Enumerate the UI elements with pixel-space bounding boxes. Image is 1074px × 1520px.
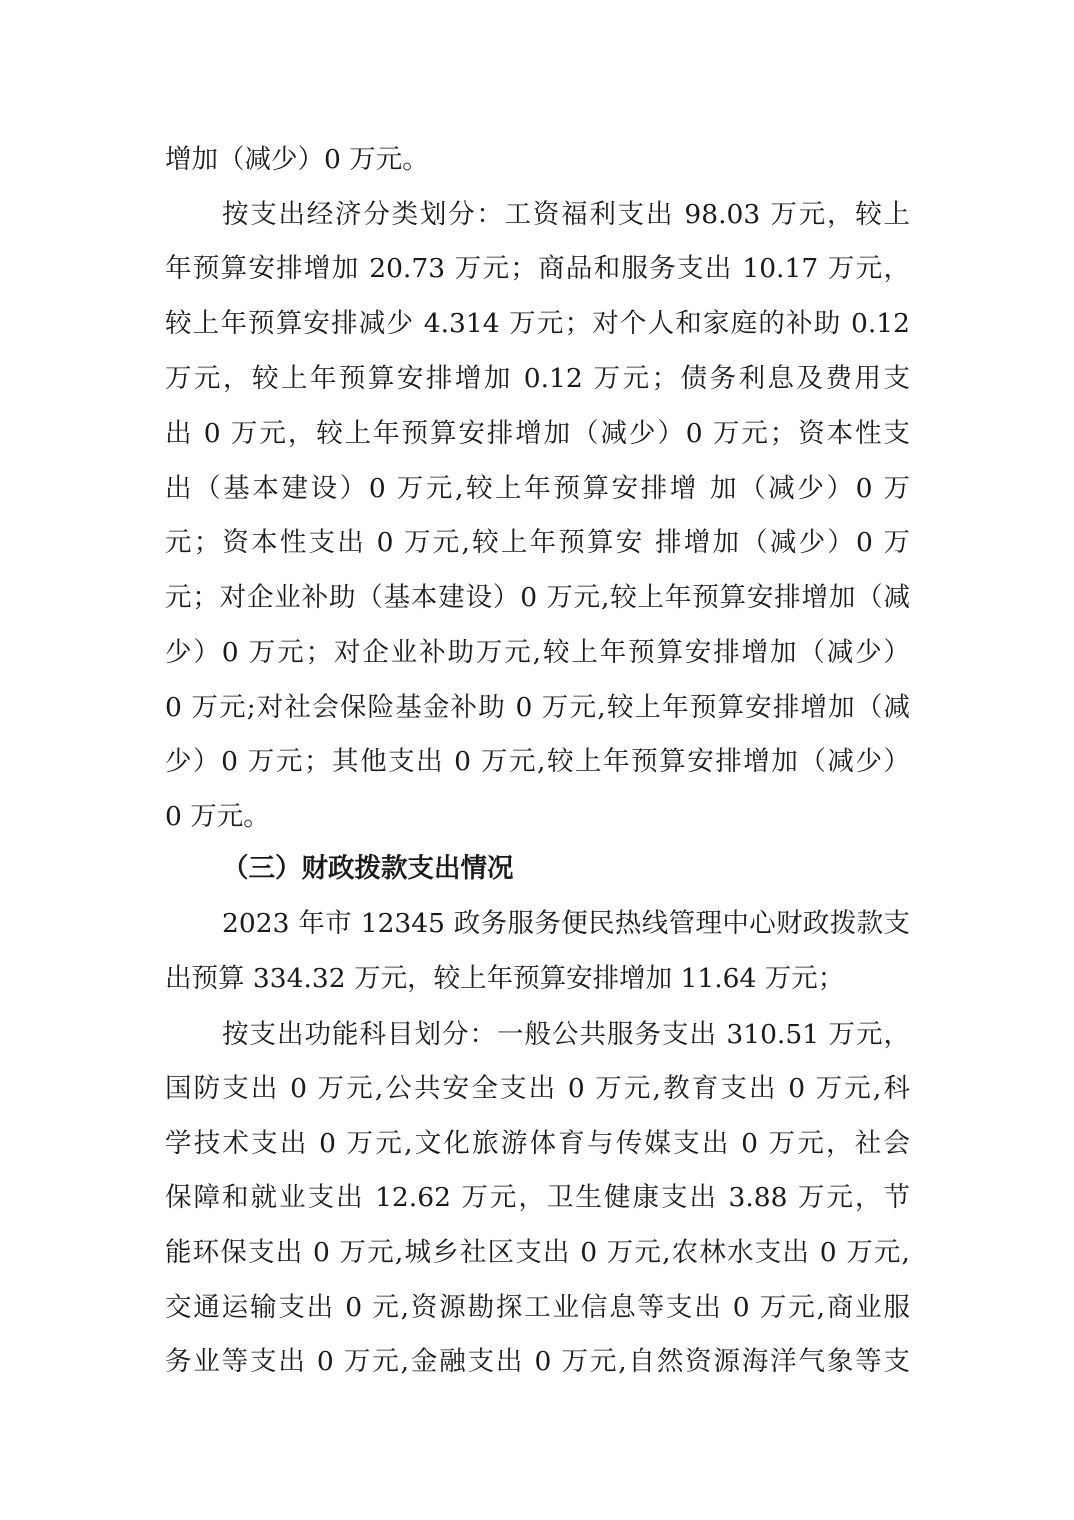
text-line: 出 0 万元，较上年预算安排增加（减少）0 万元；资本性支 <box>165 418 910 449</box>
text-line: 保障和就业支出 12.62 万元，卫生健康支出 3.88 万元，节 <box>165 1182 910 1213</box>
text-line: 按支出经济分类划分：工资福利支出 98.03 万元，较上 <box>222 199 910 230</box>
text-line: 0 万元。 <box>165 801 270 832</box>
text-line: 2023 年市 12345 政务服务便民热线管理中心财政拨款支 <box>222 908 910 939</box>
text-line: 国防支出 0 万元,公共安全支出 0 万元,教育支出 0 万元,科 <box>165 1073 910 1104</box>
text-line: 务业等支出 0 万元,金融支出 0 万元,自然资源海洋气象等支 <box>165 1346 910 1377</box>
text-line: 按支出功能科目划分：一般公共服务支出 310.51 万元， <box>222 1019 910 1050</box>
text-line: 增加（减少）0 万元。 <box>165 144 429 175</box>
text-line: 0 万元;对社会保险基金补助 0 万元,较上年预算安排增加（减 <box>165 692 910 723</box>
text-line: 学技术支出 0 万元,文化旅游体育与传媒支出 0 万元，社会 <box>165 1128 910 1159</box>
text-line: 少）0 万元；对企业补助万元,较上年预算安排增加（减少） <box>165 637 910 668</box>
section-heading: （三）财政拨款支出情况 <box>222 853 514 884</box>
text-line: 能环保支出 0 万元,城乡社区支出 0 万元,农林水支出 0 万元, <box>165 1237 910 1268</box>
text-line: 元；对企业补助（基本建设）0 万元,较上年预算安排增加（减 <box>165 582 910 613</box>
text-line: 出预算 334.32 万元，较上年预算安排增加 11.64 万元； <box>165 963 845 994</box>
text-line: 交通运输支出 0 元,资源勘探工业信息等支出 0 万元,商业服 <box>165 1292 910 1323</box>
text-line: 年预算安排增加 20.73 万元；商品和服务支出 10.17 万元， <box>165 253 910 284</box>
text-line: 元；资本性支出 0 万元,较上年预算安 排增加（减少）0 万 <box>165 527 910 558</box>
text-line: 少）0 万元；其他支出 0 万元,较上年预算安排增加（减少） <box>165 746 910 777</box>
text-line: 较上年预算安排减少 4.314 万元；对个人和家庭的补助 0.12 <box>165 308 910 339</box>
text-line: 万元，较上年预算安排增加 0.12 万元；债务利息及费用支 <box>165 363 910 394</box>
text-line: 出（基本建设）0 万元,较上年预算安排增 加（减少）0 万 <box>165 473 910 504</box>
